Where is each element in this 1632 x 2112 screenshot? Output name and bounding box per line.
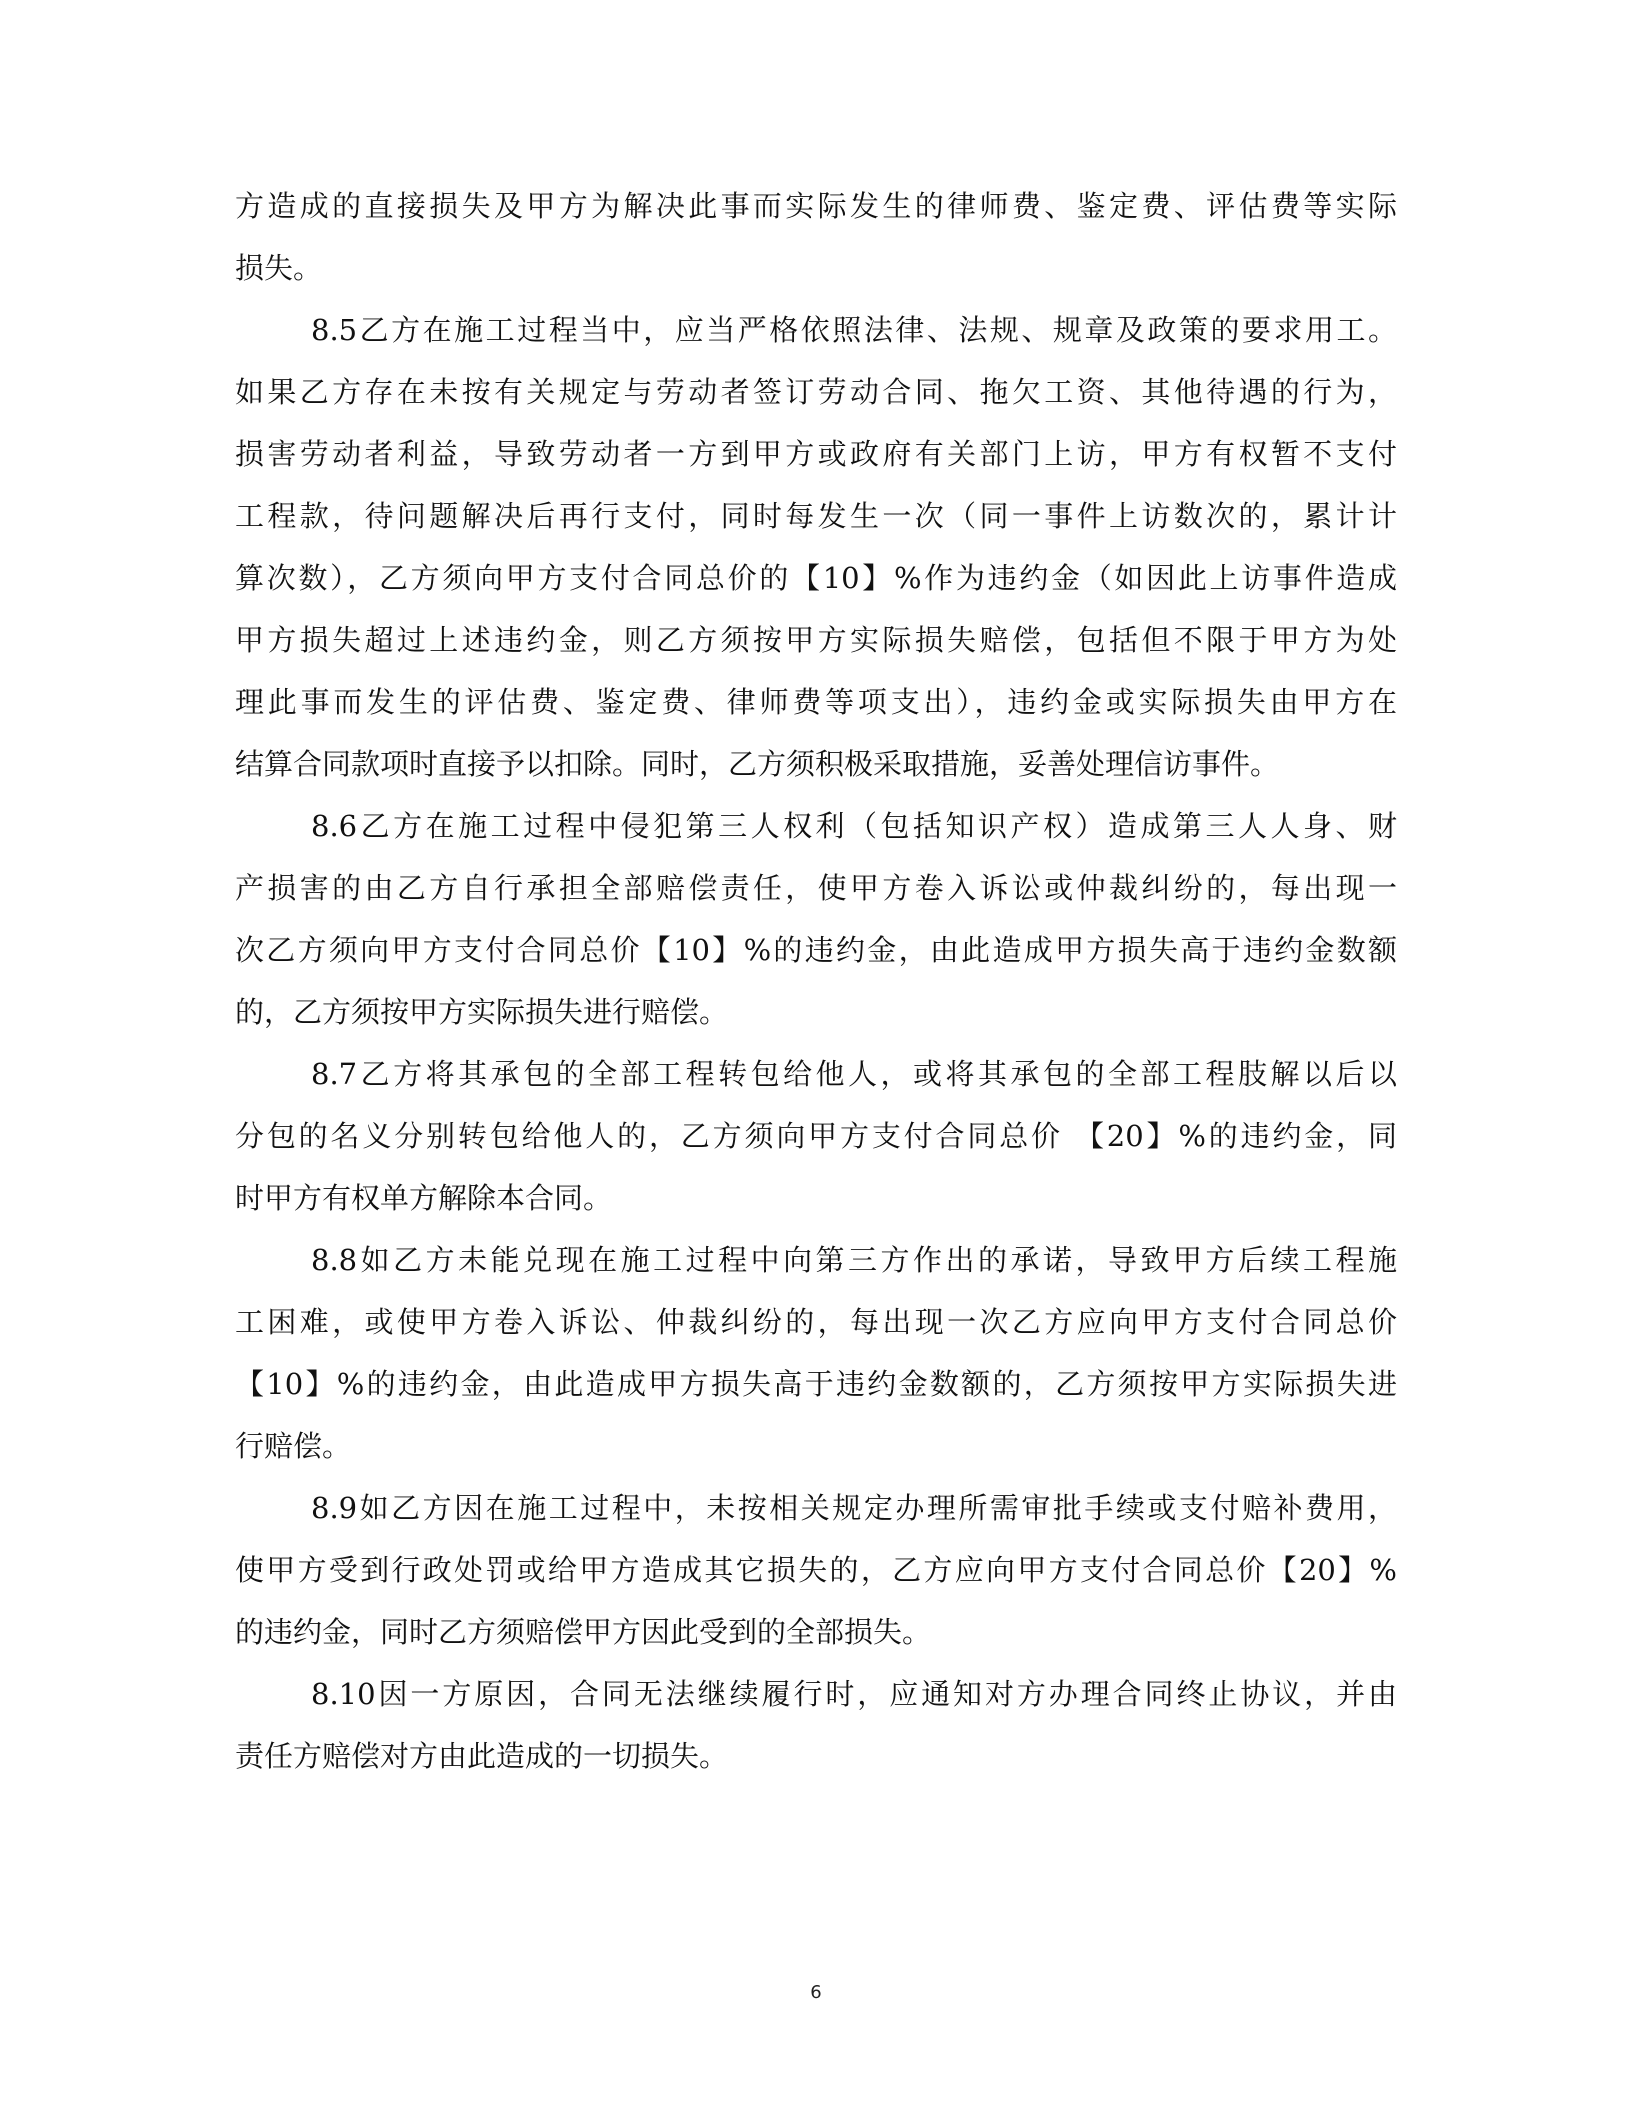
text-line: 8.5乙方在施工过程当中，应当严格依照法律、法规、规章及政策的要求用工。 xyxy=(311,313,1397,347)
text-line: 8.6乙方在施工过程中侵犯第三人权利（包括知识产权）造成第三人人身、财 xyxy=(311,809,1397,843)
clause-8-10 xyxy=(235,1663,1397,1787)
text-line: 8.10因一方原因，合同无法继续履行时，应通知对方办理合同终止协议，并由 xyxy=(311,1677,1397,1711)
text-line: 理此事而发生的评估费、鉴定费、律师费等项支出），违约金或实际损失由甲方在 xyxy=(235,685,1397,719)
clause-8-6 xyxy=(235,795,1397,1043)
text-line: 产损害的由乙方自行承担全部赔偿责任，使甲方卷入诉讼或仲裁纠纷的，每出现一 xyxy=(235,871,1397,905)
text-line: 8.7乙方将其承包的全部工程转包给他人，或将其承包的全部工程肢解以后以 xyxy=(311,1057,1397,1091)
text-line: 次乙方须向甲方支付合同总价【10】%的违约金，由此造成甲方损失高于违约金数额 xyxy=(235,933,1397,967)
clause-8-5 xyxy=(235,299,1397,795)
text-line: 使甲方受到行政处罚或给甲方造成其它损失的，乙方应向甲方支付合同总价【20】% xyxy=(235,1553,1397,1587)
text-line: 8.8如乙方未能兑现在施工过程中向第三方作出的承诺，导致甲方后续工程施 xyxy=(311,1243,1397,1277)
text-line: 责任方赔偿对方由此造成的一切损失。 xyxy=(235,1739,729,1773)
text-line: 工程款，待问题解决后再行支付，同时每发生一次（同一事件上访数次的，累计计 xyxy=(235,499,1397,533)
text-line: 损害劳动者利益，导致劳动者一方到甲方或政府有关部门上访，甲方有权暂不支付 xyxy=(235,437,1397,471)
clause-8-7 xyxy=(235,1043,1397,1229)
clause-8-8 xyxy=(235,1229,1397,1477)
text-line: 分包的名义分别转包给他人的，乙方须向甲方支付合同总价 【20】%的违约金，同 xyxy=(235,1119,1397,1153)
text-line: 如果乙方存在未按有关规定与劳动者签订劳动合同、拖欠工资、其他待遇的行为， xyxy=(235,375,1397,409)
text-line: 【10】%的违约金，由此造成甲方损失高于违约金数额的，乙方须按甲方实际损失进 xyxy=(235,1367,1397,1401)
text-line: 的违约金，同时乙方须赔偿甲方因此受到的全部损失。 xyxy=(235,1615,932,1649)
text-line: 甲方损失超过上述违约金，则乙方须按甲方实际损失赔偿，包括但不限于甲方为处 xyxy=(235,623,1397,657)
text-line: 的，乙方须按甲方实际损失进行赔偿。 xyxy=(235,995,729,1029)
document-body xyxy=(235,175,1397,1787)
text-line: 时甲方有权单方解除本合同。 xyxy=(235,1181,613,1215)
text-line: 8.9如乙方因在施工过程中，未按相关规定办理所需审批手续或支付赔补费用， xyxy=(311,1491,1397,1525)
text-line: 行赔偿。 xyxy=(235,1429,352,1463)
clause-8-9 xyxy=(235,1477,1397,1663)
text-line: 算次数），乙方须向甲方支付合同总价的【10】%作为违约金（如因此上访事件造成 xyxy=(235,561,1397,595)
text-line: 结算合同款项时直接予以扣除。同时，乙方须积极采取措施，妥善处理信访事件。 xyxy=(235,747,1280,781)
page-number: 6 xyxy=(810,1982,822,2003)
text-line: 工困难，或使甲方卷入诉讼、仲裁纠纷的，每出现一次乙方应向甲方支付合同总价 xyxy=(235,1305,1397,1339)
paragraph-continuation xyxy=(235,175,1397,299)
text-line: 损失。 xyxy=(235,251,323,285)
text-line: 方造成的直接损失及甲方为解决此事而实际发生的律师费、鉴定费、评估费等实际 xyxy=(235,189,1397,223)
